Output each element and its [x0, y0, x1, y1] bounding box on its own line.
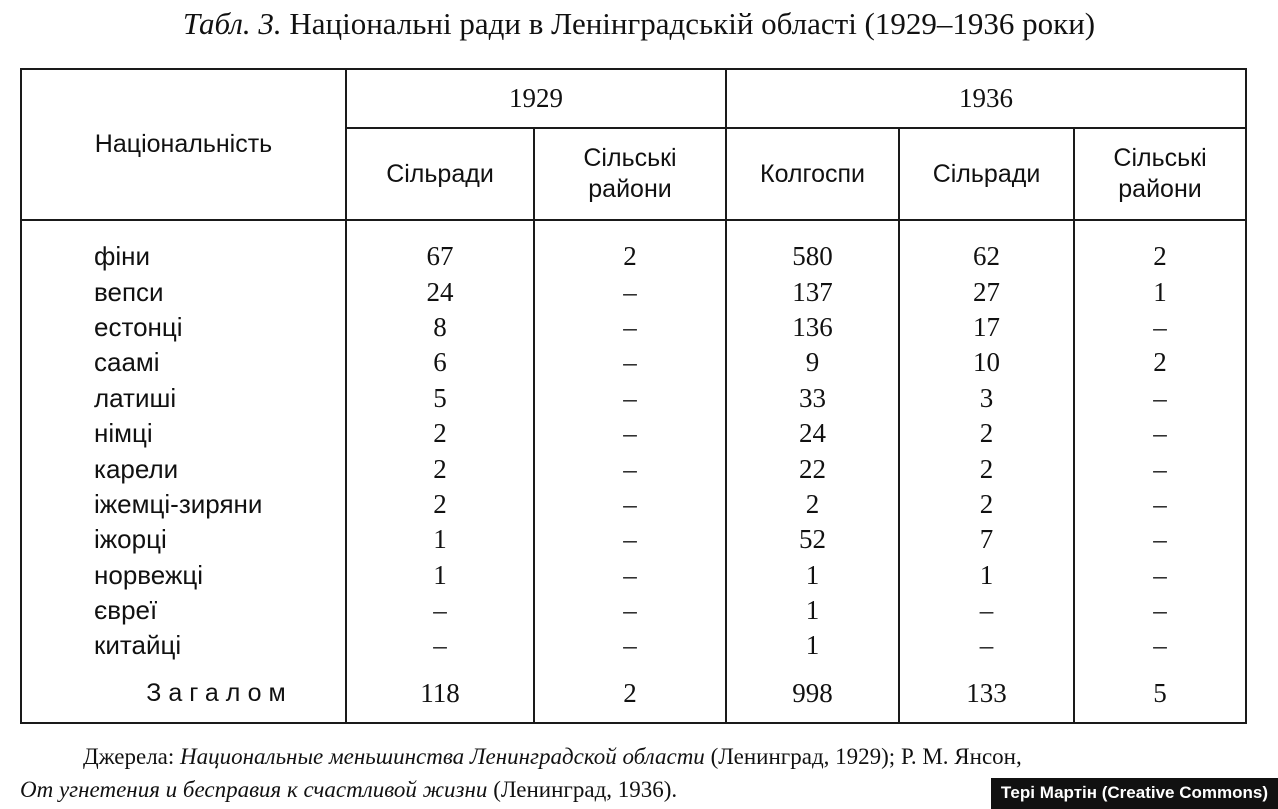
cell-1929-rayony-3: –: [623, 347, 637, 378]
nationality-name-11: китайці: [94, 630, 182, 661]
cell-1936-kolhospy-5: 24: [799, 418, 826, 449]
cell-1936-kolhospy-6: 22: [799, 453, 826, 484]
column-1936-kolhospy: [726, 220, 899, 665]
cell-1929-silrady-11: –: [433, 630, 447, 661]
header-1929-silrady: Сільради: [346, 128, 534, 220]
nationality-column: [21, 220, 346, 665]
cell-1929-silrady-4: 5: [433, 382, 447, 413]
cell-1936-kolhospy-8: 52: [799, 524, 826, 555]
cell-1929-silrady-7: 2: [433, 488, 447, 519]
cell-1936-kolhospy-9: 1: [805, 559, 820, 590]
cell-1936-silrady-5: 2: [979, 418, 994, 449]
cell-1936-rayony-6: –: [1153, 453, 1167, 484]
source-lead: Джерела:: [83, 744, 181, 769]
total-1936-silrady: 133: [899, 665, 1074, 723]
cell-1936-rayony-9: –: [1153, 559, 1167, 590]
header-1929-rayony: Сільські райони: [534, 128, 726, 220]
cell-1936-rayony-11: –: [1153, 630, 1167, 661]
cell-1936-rayony-2: –: [1153, 311, 1167, 342]
cell-1936-silrady-10: –: [979, 595, 994, 626]
nationality-name-9: норвежці: [94, 559, 204, 590]
nationality-name-1: вепси: [94, 276, 164, 307]
cell-1936-rayony-8: –: [1153, 524, 1167, 555]
cell-1936-kolhospy-4: 33: [799, 382, 826, 413]
cell-1936-kolhospy-7: 2: [805, 488, 820, 519]
cell-1929-rayony-0: 2: [623, 241, 637, 272]
cell-1936-kolhospy-0: 580: [792, 241, 833, 272]
nationality-name-10: євреї: [94, 595, 158, 626]
source-work-2: От угнетения и бесправия к счастливой жизни: [20, 777, 488, 802]
cell-1936-rayony-1: 1: [1153, 276, 1167, 307]
cell-1929-silrady-10: –: [433, 595, 447, 626]
cell-1929-silrady-8: 1: [433, 524, 447, 555]
cell-1929-silrady-5: 2: [433, 418, 447, 449]
source-pub-2: (Ленинград, 1936).: [487, 777, 678, 802]
cell-1929-rayony-4: –: [623, 382, 637, 413]
cell-1936-silrady-0: 62: [973, 241, 1000, 272]
nationality-name-5: німці: [94, 418, 153, 449]
total-1929-silrady: 118: [346, 665, 534, 723]
cell-1936-rayony-7: –: [1153, 488, 1167, 519]
nationality-name-3: саамі: [94, 347, 160, 378]
cell-1936-rayony-10: –: [1153, 595, 1167, 626]
total-1936-rayony: 5: [1074, 665, 1246, 723]
cell-1929-silrady-1: 24: [426, 276, 454, 307]
header-year-1936: 1936: [726, 69, 1246, 128]
cell-1936-silrady-3: 10: [973, 347, 1000, 378]
cell-1936-rayony-4: –: [1153, 382, 1167, 413]
nationality-name-8: іжорці: [94, 524, 167, 555]
nationality-name-4: латиші: [94, 382, 177, 413]
cell-1929-rayony-5: –: [623, 418, 637, 449]
cell-1929-rayony-2: –: [623, 311, 637, 342]
cell-1936-rayony-0: 2: [1153, 241, 1167, 272]
credit-badge: Тері Мартін (Creative Commons): [991, 778, 1278, 809]
cell-1936-kolhospy-2: 136: [792, 311, 833, 342]
header-nationality: Національність: [21, 69, 346, 220]
cell-1936-kolhospy-10: 1: [805, 595, 820, 626]
cell-1936-kolhospy-11: 1: [805, 630, 820, 661]
cell-1929-rayony-6: –: [623, 453, 637, 484]
column-1936-rayony: [1074, 220, 1246, 665]
table-title: [0, 6, 1278, 42]
cell-1936-silrady-9: 1: [979, 559, 994, 590]
cell-1929-rayony-9: –: [623, 559, 637, 590]
source-work-1: Национальные меньшинства Ленинградской области: [180, 744, 705, 769]
total-1936-kolhospy: 998: [726, 665, 899, 723]
cell-1929-rayony-1: –: [623, 276, 637, 307]
cell-1929-silrady-2: 8: [433, 311, 447, 342]
header-year-1929: 1929: [346, 69, 726, 128]
header-1936-silrady: Сільради: [899, 128, 1074, 220]
cell-1936-silrady-11: –: [979, 630, 994, 661]
cell-1936-rayony-5: –: [1153, 418, 1167, 449]
cell-1936-silrady-2: 17: [973, 311, 1000, 342]
source-pub-1: (Ленинград, 1929); Р. М. Янсон,: [704, 744, 1022, 769]
cell-1936-silrady-8: 7: [979, 524, 994, 555]
cell-1936-kolhospy-3: 9: [805, 347, 820, 378]
cell-1936-silrady-4: 3: [979, 382, 994, 413]
cell-1929-rayony-8: –: [623, 524, 637, 555]
total-label: Загалом: [21, 665, 346, 723]
total-row: [21, 665, 1246, 723]
cell-1929-rayony-11: –: [623, 630, 637, 661]
cell-1929-rayony-10: –: [623, 595, 637, 626]
cell-1929-silrady-6: 2: [433, 453, 447, 484]
cell-1936-silrady-1: 27: [973, 276, 1000, 307]
nationalities-table: [20, 68, 1247, 724]
table-title-text: Національні ради в Ленінградській області (1929–1936 роки): [289, 6, 1096, 41]
cell-1936-silrady-7: 2: [979, 488, 994, 519]
cell-1929-silrady-9: 1: [433, 559, 447, 590]
column-1929-silrady: [346, 220, 534, 665]
cell-1929-silrady-3: 6: [433, 347, 447, 378]
nationality-name-2: естонці: [94, 311, 183, 342]
cell-1936-silrady-6: 2: [979, 453, 994, 484]
total-1929-rayony: 2: [534, 665, 726, 723]
cell-1936-kolhospy-1: 137: [792, 276, 833, 307]
column-1936-silrady: [899, 220, 1074, 665]
cell-1936-rayony-3: 2: [1153, 347, 1167, 378]
header-1936-kolhospy: Колгоспи: [726, 128, 899, 220]
nationality-name-0: фіни: [94, 241, 151, 272]
nationality-name-7: іжемці-зиряни: [94, 488, 263, 519]
nationality-name-6: карели: [94, 453, 179, 484]
cell-1929-rayony-7: –: [623, 488, 637, 519]
header-1936-rayony: Сільські райони: [1074, 128, 1246, 220]
table-number: Табл. 3.: [182, 6, 282, 41]
column-1929-rayony: [534, 220, 726, 665]
cell-1929-silrady-0: 67: [426, 241, 454, 272]
